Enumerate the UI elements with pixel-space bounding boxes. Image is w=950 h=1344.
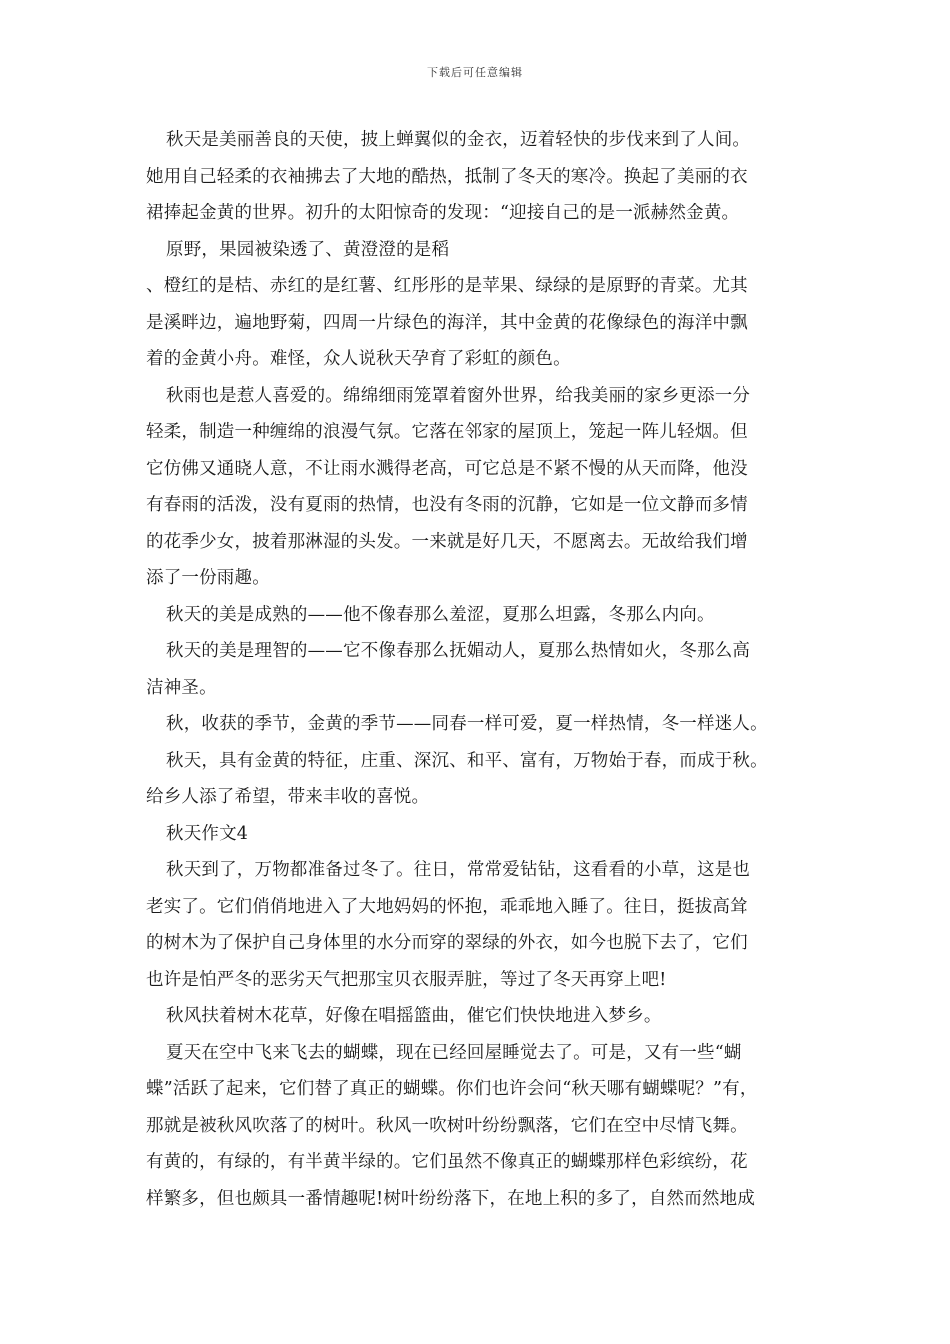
text-line: 夏天在空中飞来飞去的蝴蝶，现在已经回屋睡觉去了。可是，又有一些“蝴 xyxy=(166,1042,742,1063)
text-line: 它仿佛又通晓人意，不让雨水溅得老高，可它总是不紧不慢的从天而降，他没 xyxy=(146,458,748,479)
page-header-note: 下载后可任意编辑 xyxy=(427,66,523,79)
document-body xyxy=(146,122,826,1217)
text-line: 的树木为了保护自己身体里的水分而穿的翠绿的外衣，如今也脱下去了，它们 xyxy=(146,933,748,953)
text-line: 秋天是美丽善良的天使，披上蝉翼似的金衣，迈着轻快的步伐来到了人间。 xyxy=(166,130,751,150)
text-line: 的花季少女，披着那淋湿的头发。一来就是好几天，不愿离去。无故给我们增 xyxy=(146,531,748,552)
text-line: 、橙红的是桔、赤红的是红薯、红彤彤的是苹果、绿绿的是原野的青菜。尤其 xyxy=(146,276,748,296)
text-line: 秋天的美是成熟的——他不像春那么羞涩，夏那么坦露，冬那么内向。 xyxy=(166,604,715,625)
text-line: 秋风扶着树木花草，好像在唱摇篮曲，催它们快快地进入梦乡。 xyxy=(166,1006,662,1026)
text-line: 是溪畔边，遍地野菊，四周一片绿色的海洋，其中金黄的花像绿色的海洋中飘 xyxy=(146,312,748,333)
text-line: 有春雨的活泼，没有夏雨的热情，也没有冬雨的沉静，它如是一位文静而多情 xyxy=(146,495,748,515)
text-line: 那就是被秋风吹落了的树叶。秋风一吹树叶纷纷飘落，它们在空中尽情飞舞。 xyxy=(146,1115,748,1136)
text-line: 蝶”活跃了起来，它们替了真正的蝴蝶。你们也许会问“秋天哪有蝴蝶呢？”有， xyxy=(146,1079,758,1099)
text-line: 秋雨也是惹人喜爱的。绵绵细雨笼罩着窗外世界，给我美丽的家乡更添一分 xyxy=(166,385,751,406)
text-line: 给乡人添了希望，带来丰收的喜悦。 xyxy=(146,787,430,807)
text-line: 秋天的美是理智的——它不像春那么抚媚动人，夏那么热情如火，冬那么高 xyxy=(166,641,751,661)
text-line: 原野，果园被染透了、黄澄澄的是稻 xyxy=(166,239,450,260)
text-line: 裙捧起金黄的世界。初升的太阳惊奇的发现：“迎接自己的是一派赫然金黄。 xyxy=(146,203,740,223)
text-line: 添了一份雨趣。 xyxy=(146,568,270,588)
text-line: 也许是怕严冬的恶劣天气把那宝贝衣服弄脏，等过了冬天再穿上吧! xyxy=(146,969,667,990)
text-line: 样繁多，但也颇具一番情趣呢!树叶纷纷落下，在地上积的多了，自然而然地成 xyxy=(146,1188,756,1209)
text-line: 秋，收获的季节，金黄的季节——同春一样可爱，夏一样热情，冬一样迷人。 xyxy=(166,714,768,734)
text-line: 秋天作文4 xyxy=(166,823,249,844)
text-line: 着的金黄小舟。难怪，众人说秋天孕育了彩虹的颜色。 xyxy=(146,349,571,369)
text-line: 老实了。它们俏俏地进入了大地妈妈的怀抱，乖乖地入睡了。往日，挺拔高耸 xyxy=(146,896,748,917)
text-line: 洁神圣。 xyxy=(146,677,217,698)
text-line: 轻柔，制造一种缠绵的浪漫气氛。它落在邻家的屋顶上，笼起一阵儿轻烟。但 xyxy=(146,422,748,442)
text-line: 秋天到了，万物都准备过冬了。往日，常常爱钻钻，这看看的小草，这是也 xyxy=(166,860,751,880)
text-line: 秋天，具有金黄的特征，庄重、深沉、和平、富有，万物始于春，而成于秋。 xyxy=(166,750,768,771)
text-line: 有黄的，有绿的，有半黄半绿的。它们虽然不像真正的蝴蝶那样色彩缤纷，花 xyxy=(146,1152,748,1172)
text-line: 她用自己轻柔的衣袖拂去了大地的酷热，抵制了冬天的寒冷。换起了美丽的衣 xyxy=(146,166,748,187)
